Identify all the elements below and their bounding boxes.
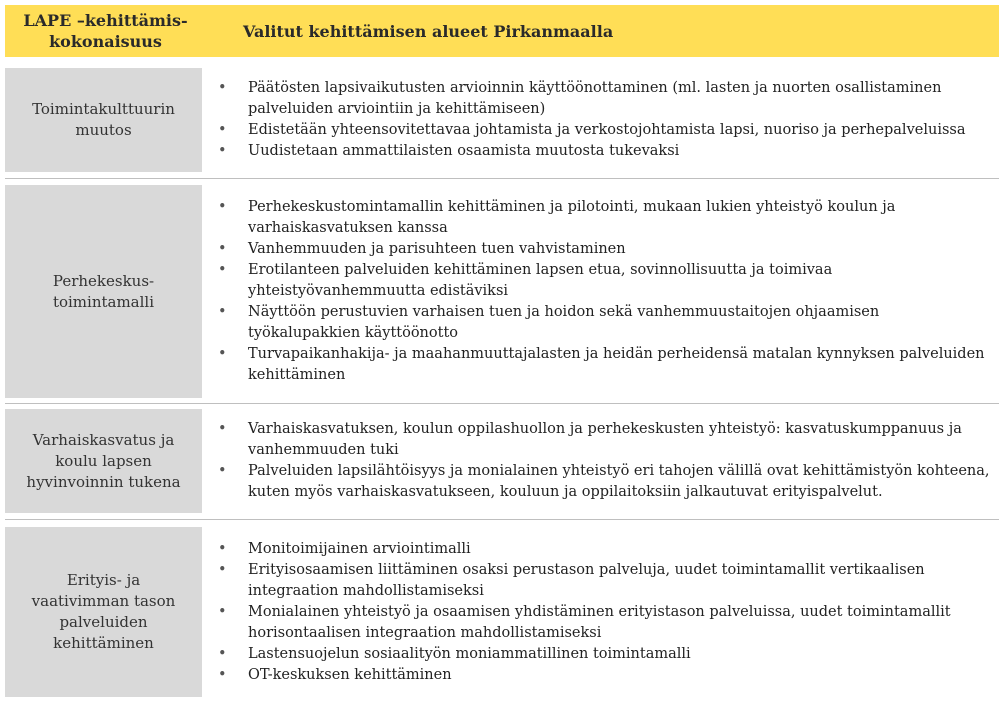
list-item: • Lastensuojelun sosiaalityön moniammatillinen toimintamalli xyxy=(202,644,999,665)
row-label-perhekeskus xyxy=(5,185,202,398)
list-item: • Edistetään yhteensovitettavaa johtamista ja verkostojohtamista lapsi, nuoriso ja perhepalveluissa xyxy=(202,120,999,141)
header-areas-title: Valitut kehittämisen alueet Pirkanmaalla xyxy=(243,22,614,41)
list-item: • Erotilanteen palveluiden kehittäminen lapsen etua, sovinnollisuutta ja toimivaa yhteistyövanhemmuutta edistäviksi xyxy=(202,260,999,302)
list-item: • Palveluiden lapsilähtöisyys ja monialainen yhteistyö eri tahojen välillä ovat kehittämistyön kohteena, kuten myös varhaiskasvatukseen, kouluun ja oppilaitoksiin jalkautuvat erityispalvelut. xyxy=(202,461,999,503)
row-label-varhaiskasvatus xyxy=(5,409,202,513)
list-item: • Monitoimijainen arviointimalli xyxy=(202,539,999,560)
list-item: • Päätösten lapsivaikutusten arvioinnin käyttöönottaminen (ml. lasten ja nuorten osallistaminen palveluiden arviointiin ja kehittämiseen) xyxy=(202,78,999,120)
bullet-list xyxy=(202,419,999,503)
header-category-title: LAPE –kehittämis-kokonaisuus xyxy=(23,11,188,51)
row-label-text: Toimintakulttuurin muutos xyxy=(32,100,175,139)
row-content-varhaiskasvatus xyxy=(202,409,999,513)
list-item: • Uudistetaan ammattilaisten osaamista muutosta tukevaksi xyxy=(202,141,999,162)
list-item: • Erityisosaamisen liittäminen osaksi perustason palveluja, uudet toimintamallit vertikaalisen integraation mahdollistamiseksi xyxy=(202,560,999,602)
bullet-list xyxy=(202,539,999,686)
row-content-toimintakulttuuri xyxy=(202,68,999,172)
row-content-erityistaso xyxy=(202,527,999,697)
row-label-erityistaso xyxy=(5,527,202,697)
row-divider xyxy=(5,519,999,520)
list-item: • OT-keskuksen kehittäminen xyxy=(202,665,999,686)
row-label-text: Perhekeskus-toimintamalli xyxy=(52,271,155,311)
list-item: • Näyttöön perustuvien varhaisen tuen ja hoidon sekä vanhemmuustaitojen ohjaamisen työkalupakkien käyttöönotto xyxy=(202,302,999,344)
row-label-toimintakulttuuri xyxy=(5,68,202,172)
row-divider xyxy=(5,403,999,404)
table-header xyxy=(5,5,999,57)
bullet-list xyxy=(202,197,999,386)
list-item: • Varhaiskasvatuksen, koulun oppilashuollon ja perhekeskusten yhteistyö: kasvatuskumppanuus ja vanhemmuuden tuki xyxy=(202,419,999,461)
row-label-text: Erityis- ja vaativimman tason palveluiden kehittäminen xyxy=(31,571,176,652)
list-item: • Perhekeskustomintamallin kehittäminen ja pilotointi, mukaan lukien yhteistyö koulun ja varhaiskasvatuksen kanssa xyxy=(202,197,999,239)
row-divider xyxy=(5,178,999,179)
bullet-list xyxy=(202,78,999,162)
list-item: • Turvapaikanhakija- ja maahanmuuttajalasten ja heidän perheidensä matalan kynnyksen palveluiden kehittäminen xyxy=(202,344,999,386)
row-content-perhekeskus xyxy=(202,185,999,398)
list-item: • Monialainen yhteistyö ja osaamisen yhdistäminen erityistason palveluissa, uudet toimintamallit horisontaalisen integraation mahdollistamiseksi xyxy=(202,602,999,644)
row-label-text: Varhaiskasvatus ja koulu lapsen hyvinvoinnin tukena xyxy=(26,430,181,491)
list-item: • Vanhemmuuden ja parisuhteen tuen vahvistaminen xyxy=(202,239,999,260)
